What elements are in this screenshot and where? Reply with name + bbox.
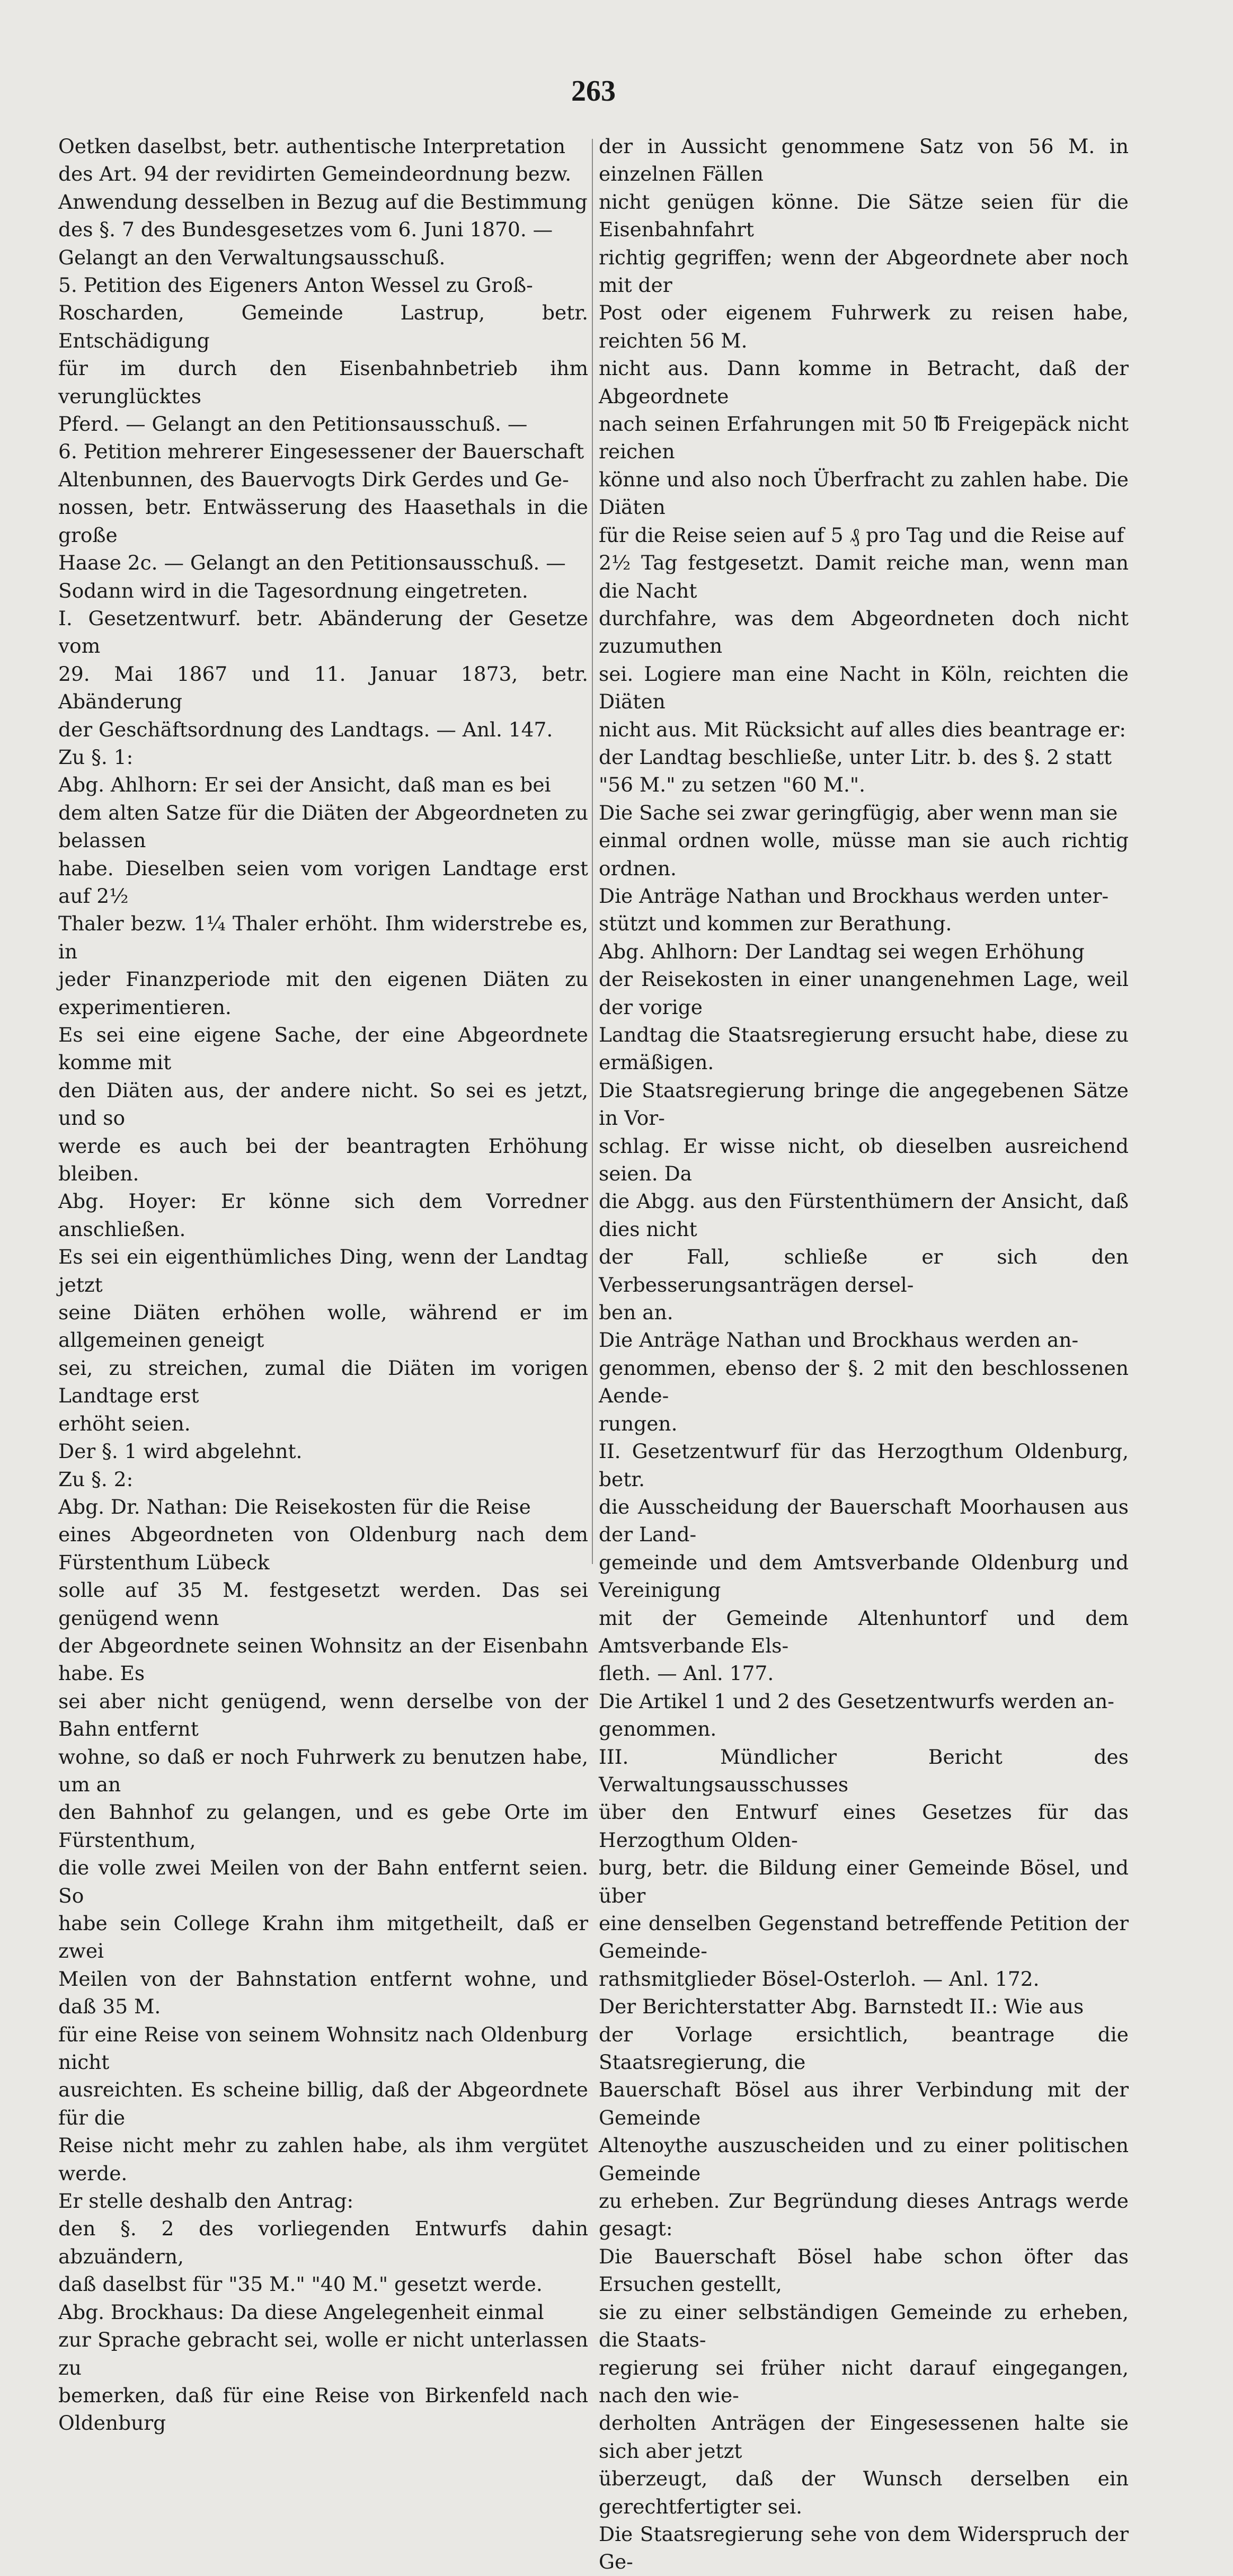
left-column bbox=[58, 132, 588, 2437]
left-column-text: Oetken daselbst, betr. authentische Interpretation des Art. 94 der revidirten Gemeindeordnung bezw. Anwendung desselben in Bezug auf die Bestimmung des §. 7 des Bundesgesetzes vom 6. Juni 1870. — Gelangt an den Verwaltungsausschuß. 5. Petition des Eigeners Anton Wessel zu Groß- Roscharden, Gemeinde Lastrup, betr. Entschädigung für im durch den Eisenbahnbetrieb ihm verunglücktes Pferd. — Gelangt an den Petitionsausschuß. — 6. Petition mehrerer Eingesessener der Bauerschaft Altenbunnen, des Bauervogts Dirk Gerdes und Ge- nossen, betr. Entwässerung des Haasethals in die große Haase 2c. — Gelangt an den Petitionsausschuß. — Sodann wird in die Tagesordnung eingetreten. I. Gesetzentwurf. betr. Abänderung der Gesetze vom 29. Mai 1867 und 11. Januar 1873, betr. Abänderung der Geschäftsordnung des Landtags. — Anl. 147. Zu §. 1: Abg. Ahlhorn: Er sei der Ansicht, daß man es bei dem alten Satze für die Diäten der Abgeordneten zu belassen habe. Dieselben seien vom vorigen Landtage erst auf 2½ Thaler bezw. 1¼ Thaler erhöht. Ihm widerstrebe es, in jeder Finanzperiode mit den eigenen Diäten zu experimentieren. Es sei eine eigene Sache, der eine Abgeordnete komme mit den Diäten aus, der andere nicht. So sei es jetzt, und so werde es auch bei der beantragten Erhöhung bleiben. Abg. Hoyer: Er könne sich dem Vorredner anschließen. Es sei ein eigenthümliches Ding, wenn der Landtag jetzt seine Diäten erhöhen wolle, während er im allgemeinen geneigt sei, zu streichen, zumal die Diäten im vorigen Landtage erst erhöht seien. Der §. 1 wird abgelehnt. Zu §. 2: Abg. Dr. Nathan: Die Reisekosten für die Reise eines Abgeordneten von Oldenburg nach dem Fürstenthum Lübeck solle auf 35 M. festgesetzt werden. Das sei genügend wenn der Abgeordnete seinen Wohnsitz an der Eisenbahn habe. Es sei aber nicht genügend, wenn derselbe von der Bahn entfernt wohne, so daß er noch Fuhrwerk zu benutzen habe, um an den Bahnhof zu gelangen, und es gebe Orte im Fürstenthum, die volle zwei Meilen von der Bahn entfernt seien. So habe sein College Krahn ihm mitgetheilt, daß er zwei Meilen von der Bahnstation entfernt wohne, und daß 35 M. für eine Reise von seinem Wohnsitz nach Oldenburg nicht ausreichten. Es scheine billig, daß der Abgeordnete für die Reise nicht mehr zu zahlen habe, als ihm vergütet werde. Er stelle deshalb den Antrag: den §. 2 des vorliegenden Entwurfs dahin abzuändern, daß daselbst für "35 M." "40 M." gesetzt werde. Abg. Brockhaus: Da diese Angelegenheit einmal zur Sprache gebracht sei, wolle er nicht unterlassen zu bemerken, daß für eine Reise von Birkenfeld nach Oldenburg bbox=[58, 135, 588, 2435]
column-divider bbox=[592, 139, 593, 1564]
right-column bbox=[599, 132, 1129, 2576]
right-column-text: der in Aussicht genommene Satz von 56 M. in einzelnen Fällen nicht genügen könne. Die Sätze seien für die Eisenbahnfahrt richtig gegriffen; wenn der Abgeordnete aber noch mit der Post oder eigenem Fuhrwerk zu reisen habe, reichten 56 M. nicht aus. Dann komme in Betracht, daß der Abgeordnete nach seinen Erfahrungen mit 50 ℔ Freigepäck nicht reichen könne und also noch Überfracht zu zahlen habe. Die Diäten für die Reise seien auf 5 ₰ pro Tag und die Reise auf 2½ Tag festgesetzt. Damit reiche man, wenn man die Nacht durchfahre, was dem Abgeordneten doch nicht zuzumuthen sei. Logiere man eine Nacht in Köln, reichten die Diäten nicht aus. Mit Rücksicht auf alles dies beantrage er: der Landtag beschließe, unter Litr. b. des §. 2 statt "56 M." zu setzen "60 M.". Die Sache sei zwar geringfügig, aber wenn man sie einmal ordnen wolle, müsse man sie auch richtig ordnen. Die Anträge Nathan und Brockhaus werden unter- stützt und kommen zur Berathung. Abg. Ahlhorn: Der Landtag sei wegen Erhöhung der Reisekosten in einer unangenehmen Lage, weil der vorige Landtag die Staatsregierung ersucht habe, diese zu ermäßigen. Die Staatsregierung bringe die angegebenen Sätze in Vor- schlag. Er wisse nicht, ob dieselben ausreichend seien. Da die Abgg. aus den Fürstenthümern der Ansicht, daß dies nicht der Fall, schließe er sich den Verbesserungsanträgen dersel- ben an. Die Anträge Nathan und Brockhaus werden an- genommen, ebenso der §. 2 mit den beschlossenen Aende- rungen. II. Gesetzentwurf für das Herzogthum Oldenburg, betr. die Ausscheidung der Bauerschaft Moorhausen aus der Land- gemeinde und dem Amtsverbande Oldenburg und Vereinigung mit der Gemeinde Altenhuntorf und dem Amtsverbande Els- fleth. — Anl. 177. Die Artikel 1 und 2 des Gesetzentwurfs werden an- genommen. III. Mündlicher Bericht des Verwaltungsausschusses über den Entwurf eines Gesetzes für das Herzogthum Olden- burg, betr. die Bildung einer Gemeinde Bösel, und über eine denselben Gegenstand betreffende Petition der Gemeinde- rathsmitglieder Bösel-Osterloh. — Anl. 172. Der Berichterstatter Abg. Barnstedt II.: Wie aus der Vorlage ersichtlich, beantrage die Staatsregierung, die Bauerschaft Bösel aus ihrer Verbindung mit der Gemeinde Altenoythe auszuscheiden und zu einer politischen Gemeinde zu erheben. Zur Begründung dieses Antrags werde gesagt: Die Bauerschaft Bösel habe schon öfter das Ersuchen gestellt, sie zu einer selbständigen Gemeinde zu erheben, die Staats- regierung sei früher nicht darauf eingegangen, nach den wie- derholten Anträgen der Eingesessenen halte sie sich aber jetzt überzeugt, daß der Wunsch derselben ein gerechtfertigter sei. Die Staatsregierung sehe von dem Widerspruch der Ge- bbox=[599, 135, 1129, 2574]
page-number: 263 bbox=[571, 75, 616, 108]
